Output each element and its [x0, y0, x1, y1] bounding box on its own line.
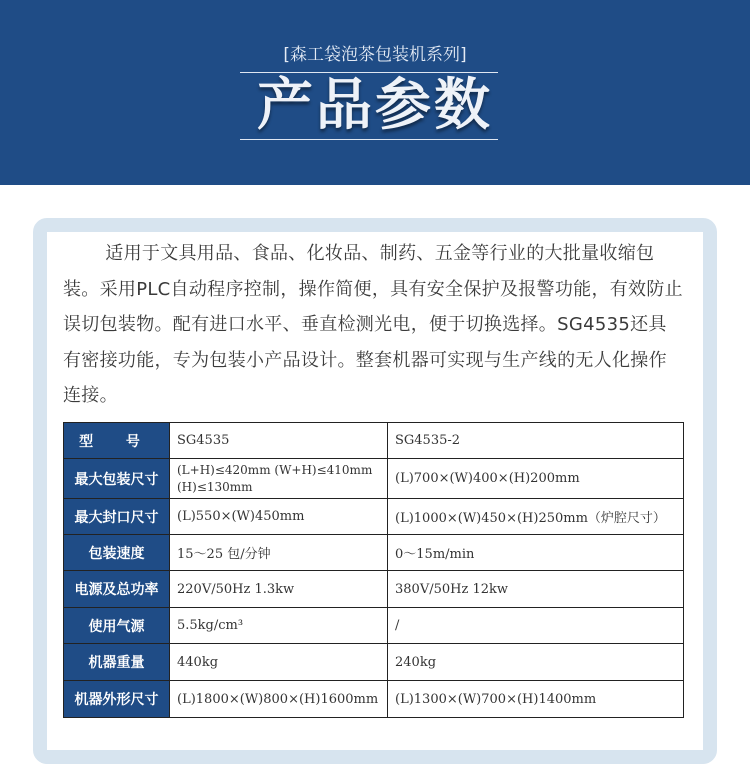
- header-banner: [0, 0, 750, 185]
- page-title: 产品参数: [257, 73, 493, 138]
- table-row: [64, 608, 684, 644]
- cell-sg4535: (L)1800×(W)800×(H)1600mm: [170, 681, 388, 718]
- cell-sg4535-2: 380V/50Hz 12kw: [388, 571, 684, 608]
- spec-table: [63, 422, 684, 718]
- cell-sg4535: SG4535: [170, 423, 388, 459]
- cell-sg4535-2: (L)700×(W)400×(H)200mm: [388, 459, 684, 499]
- table-row: [64, 644, 684, 681]
- row-label: 最大封口尺寸: [64, 499, 170, 535]
- cell-sg4535: (L)550×(W)450mm: [170, 499, 388, 535]
- row-label: 机器重量: [64, 644, 170, 681]
- cell-sg4535-2: /: [388, 608, 684, 644]
- cell-sg4535: 440kg: [170, 644, 388, 681]
- table-row: [64, 499, 684, 535]
- cell-sg4535: 5.5kg/cm³: [170, 608, 388, 644]
- row-label: 机器外形尺寸: [64, 681, 170, 718]
- cell-sg4535-2: SG4535-2: [388, 423, 684, 459]
- table-row: [64, 681, 684, 718]
- table-row: [64, 423, 684, 459]
- series-title: [森工袋泡茶包装机系列]: [283, 45, 467, 65]
- product-description: 适用于文具用品、食品、化妆品、制药、五金等行业的大批量收缩包装。采用PLC自动程序控制，操作简便，具有安全保护及报警功能，有效防止误切包装物。配有进口水平、垂直检测光电，便于切换选择。SG4535还具有密接功能，专为包装小产品设计。整套机器可实现与生产线的无人化操作连接。: [63, 243, 683, 406]
- cell-sg4535-2: (L)1300×(W)700×(H)1400mm: [388, 681, 684, 718]
- row-label: 使用气源: [64, 608, 170, 644]
- title-rule-bottom: [240, 139, 498, 140]
- table-row: [64, 535, 684, 571]
- cell-sg4535-2: (L)1000×(W)450×(H)250mm（炉腔尺寸）: [388, 499, 684, 535]
- cell-sg4535: 15～25 包/分钟: [170, 535, 388, 571]
- cell-sg4535-2: 0～15m/min: [388, 535, 684, 571]
- cell-sg4535: 220V/50Hz 1.3kw: [170, 571, 388, 608]
- row-label: 包装速度: [64, 535, 170, 571]
- row-label: 电源及总功率: [64, 571, 170, 608]
- row-label: 最大包装尺寸: [64, 459, 170, 499]
- cell-sg4535-2: 240kg: [388, 644, 684, 681]
- row-label: 型 号: [64, 423, 170, 459]
- table-row: [64, 571, 684, 608]
- table-row: [64, 459, 684, 499]
- cell-sg4535: (L+H)≤420mm (W+H)≤410mm (H)≤130mm: [170, 459, 388, 499]
